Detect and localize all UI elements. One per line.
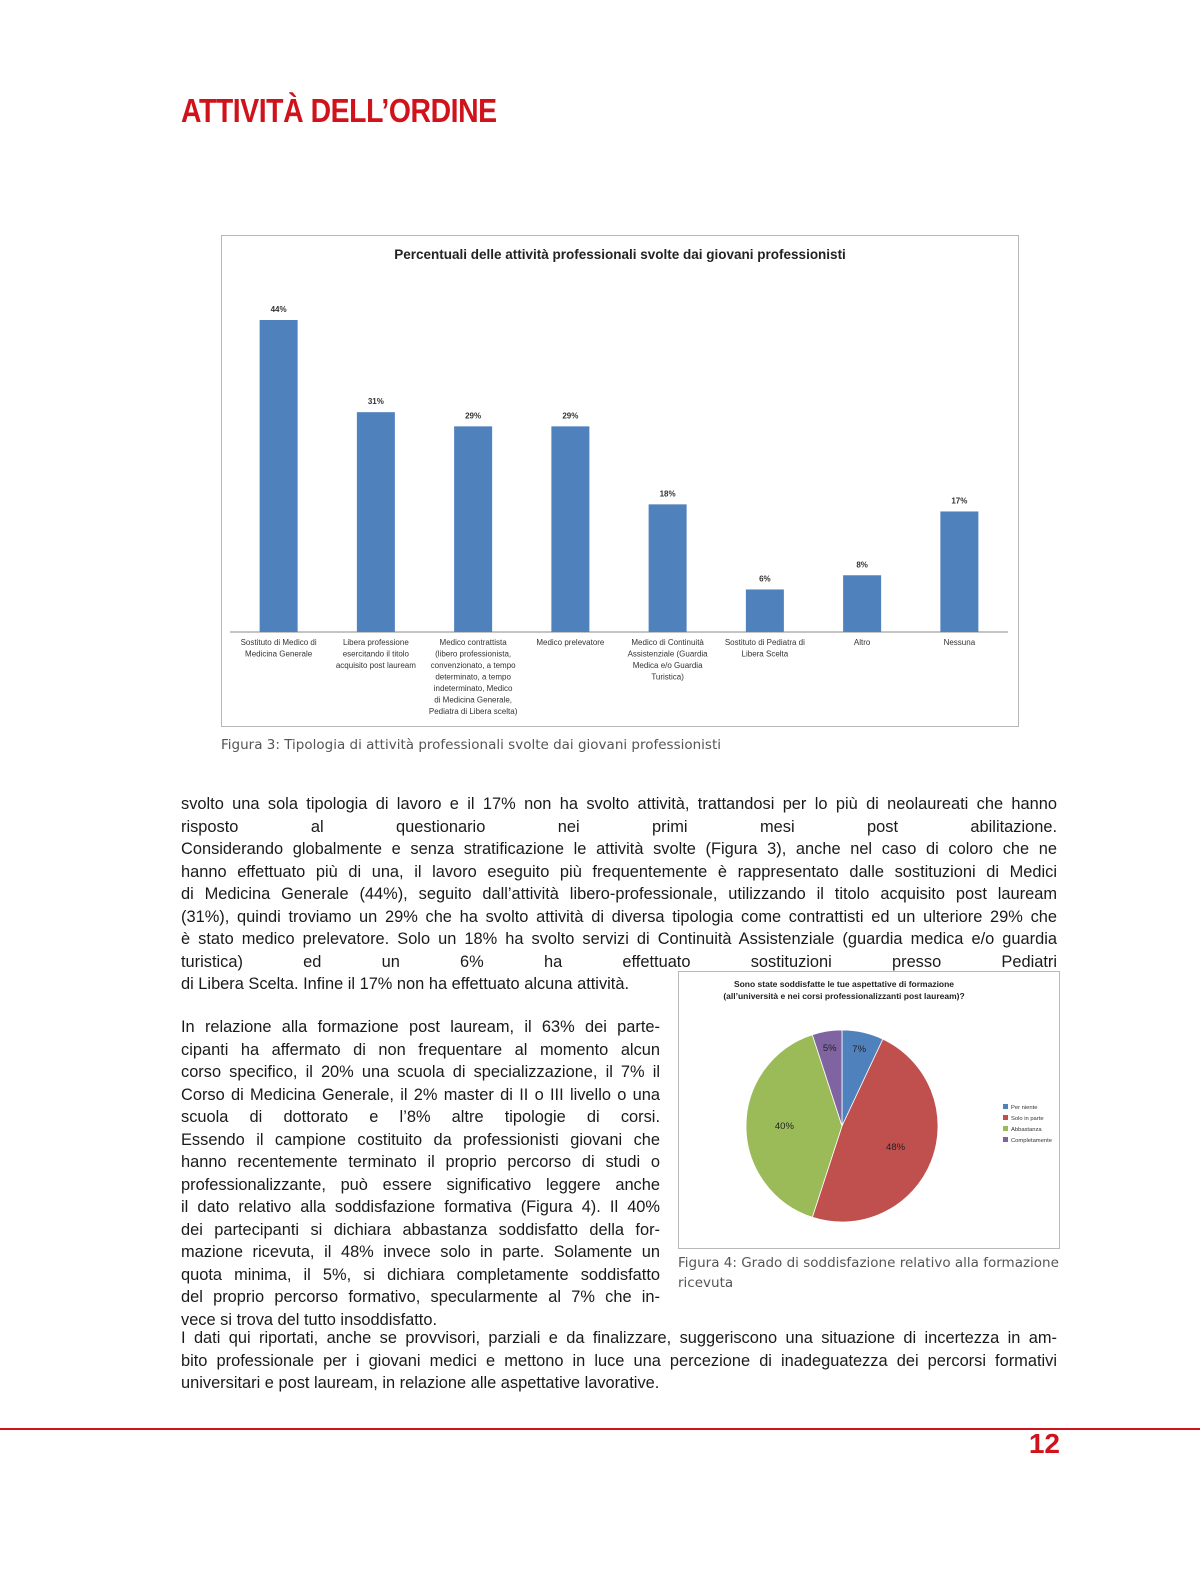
category-label: Assistenziale (Guardia: [627, 649, 708, 659]
category-label: Pediatra di Libera scelta): [428, 707, 518, 716]
bar: [746, 589, 784, 632]
final-paragraph: [181, 1327, 1057, 1395]
legend-label: Completamente: [1011, 1138, 1052, 1144]
bar: [551, 426, 589, 632]
bar: [454, 426, 492, 632]
bar-data-label: 44%: [270, 305, 287, 314]
text-line: quota minima, il 5%, si dichiara completamente soddisfatto: [181, 1265, 660, 1284]
legend-swatch: [1003, 1115, 1008, 1120]
legend-label: Per niente: [1011, 1105, 1038, 1111]
category-label: Medica e/o Guardia: [632, 661, 703, 670]
text-line: Essendo il campione costituito da professionisti giovani che: [181, 1130, 660, 1149]
text-line: vece si trova del tutto insoddisfatto.: [181, 1310, 438, 1329]
text-line: scuola di dottorato e l’8% altre tipologie di corsi.: [181, 1108, 660, 1126]
bar-data-label: 29%: [562, 411, 579, 421]
category-label: convenzionato, a tempo: [430, 661, 516, 670]
text-line: In relazione alla formazione post lauream, il 63% dei parte-: [181, 1018, 660, 1036]
text-line: hanno effettuato più di una, il lavoro eseguito più frequentemente è rappresentato dalle sostituzioni di Medici: [181, 862, 1057, 881]
text-line: del proprio percorso formativo, specularmente al 7% che in-: [181, 1288, 660, 1306]
text-line: mazione ricevuta, il 48% invece solo in parte. Solamente un: [181, 1243, 660, 1261]
pie-data-label: 48%: [886, 1142, 906, 1154]
figure4-caption: Figura 4: Grado di soddisfazione relativo alla formazione ricevuta: [678, 1255, 1059, 1291]
category-label: Sostituto di Medico di: [240, 638, 317, 647]
pie-data-label: 40%: [774, 1121, 794, 1132]
bar-data-label: 29%: [465, 411, 482, 421]
text-line: I dati qui riportati, anche se provvisori, parziali e da finalizzare, suggeriscono una situazione di incertezza in am-: [181, 1329, 1057, 1347]
pie-data-label: 5%: [822, 1043, 837, 1055]
bar: [649, 504, 687, 632]
section-heading: ATTIVITÀ DELL’ORDINE: [181, 92, 497, 129]
text-line: universitari e post lauream, in relazione alle aspettative lavorative.: [181, 1374, 660, 1392]
legend-swatch: [1003, 1137, 1008, 1142]
text-line: professionalizzante, può essere significativo leggere anche: [181, 1175, 660, 1194]
category-label: Libera professione: [342, 638, 409, 647]
text-line: (31%), quindi troviamo un 29% che ha svolto attività di diversa tipologia come contrattisti ed un ulteriore 29% che: [181, 907, 1057, 926]
bar-chart: [222, 236, 1018, 726]
text-line: Considerando globalmente e senza stratificazione le attività svolte (Figura 3), anche nel caso di coloro che ne: [181, 840, 1057, 858]
bar: [940, 511, 978, 632]
bar: [843, 575, 881, 632]
text-line: corso specifico, il 20% una scuola di specializzazione, il 7% il: [181, 1063, 660, 1081]
text-line: bito professionale per i giovani medici e mettono in luce una percezione di inadeguatezza dei percorsi formativi: [181, 1351, 1057, 1370]
category-label: Medico prelevatore: [536, 638, 605, 647]
pie-chart-frame: [678, 971, 1060, 1249]
bar-chart-title: Percentuali delle attività professionali svolte dai giovani professionisti: [394, 247, 846, 262]
category-label: indeterminato, Medico: [433, 684, 513, 693]
category-label: Medico contrattista: [439, 638, 507, 647]
text-line: Corso di Medicina Generale, il 2% master di II o III livello o una: [181, 1085, 660, 1104]
pie-chart-title: Sono state soddisfatte le tue aspettative di formazione: [733, 979, 955, 989]
figure3-caption: Figura 3: Tipologia di attività professionali svolte dai giovani professionisti: [221, 737, 722, 753]
legend-swatch: [1003, 1126, 1008, 1131]
pie-data-label: 7%: [852, 1044, 867, 1056]
category-label: acquisito post lauream: [335, 661, 416, 670]
category-label: esercitando il titolo: [342, 649, 410, 659]
text-line: dei partecipanti si dichiara abbastanza soddisfatto della for-: [181, 1220, 660, 1239]
pie-chart-title: (all’università e nei corsi professionalizzanti post lauream)?: [723, 991, 965, 1001]
legend-label: Abbastanza: [1011, 1127, 1042, 1133]
bar-data-label: 8%: [856, 560, 868, 570]
category-label: Sostituto di Pediatra di: [724, 638, 805, 647]
bar-data-label: 17%: [951, 496, 968, 506]
left-paragraph: [181, 1016, 660, 1331]
legend-label: Solo in parte: [1011, 1116, 1044, 1122]
bar-data-label: 31%: [367, 397, 384, 407]
category-label: Altro: [853, 638, 871, 647]
text-line: risposto al questionario nei primi mesi post abilitazione.: [181, 817, 1057, 836]
text-line: svolto una sola tipologia di lavoro e il 17% non ha svolto attività, trattandosi per lo più di neolaureati che hanno: [181, 795, 1057, 813]
main-paragraph: [181, 793, 1057, 996]
text-line: il dato relativo alla soddisfazione formativa (Figura 4). Il 40%: [181, 1198, 660, 1216]
category-label: Nessuna: [943, 638, 976, 647]
page-number: 12: [1028, 1428, 1060, 1459]
category-label: Turistica): [651, 672, 684, 682]
bar-chart-frame: [221, 235, 1019, 727]
text-line: hanno recentemente terminato il proprio percorso di studi o: [181, 1153, 660, 1171]
category-label: Medicina Generale: [245, 649, 313, 659]
category-label: Libera Scelta: [741, 649, 789, 659]
text-line: cipanti ha affermato di non frequentare al momento alcun: [181, 1040, 660, 1059]
category-label: di Medicina Generale,: [434, 695, 513, 705]
category-label: determinato, a tempo: [435, 672, 511, 682]
legend-swatch: [1003, 1104, 1008, 1109]
pie-chart: [679, 972, 1059, 1248]
category-label: (libero professionista,: [435, 649, 512, 659]
text-line: di Libera Scelta. Infine il 17% non ha effettuato alcuna attività.: [181, 975, 630, 993]
category-label: Medico di Continuità: [631, 638, 704, 647]
text-line: turistica) ed un 6% ha effettuato sostituzioni presso Pediatri: [181, 952, 1057, 971]
bar-data-label: 18%: [659, 489, 676, 499]
bar: [260, 320, 298, 632]
bar-data-label: 6%: [759, 574, 771, 584]
bar: [357, 412, 395, 632]
text-line: è stato medico prelevatore. Solo un 18% ha svolto servizi di Continuità Assistenziale (guardia medica e/o guardia: [181, 930, 1057, 948]
text-line: di Medicina Generale (44%), seguito dall’attività libero-professionale, utilizzando il titolo acquisito post lauream: [181, 885, 1057, 903]
